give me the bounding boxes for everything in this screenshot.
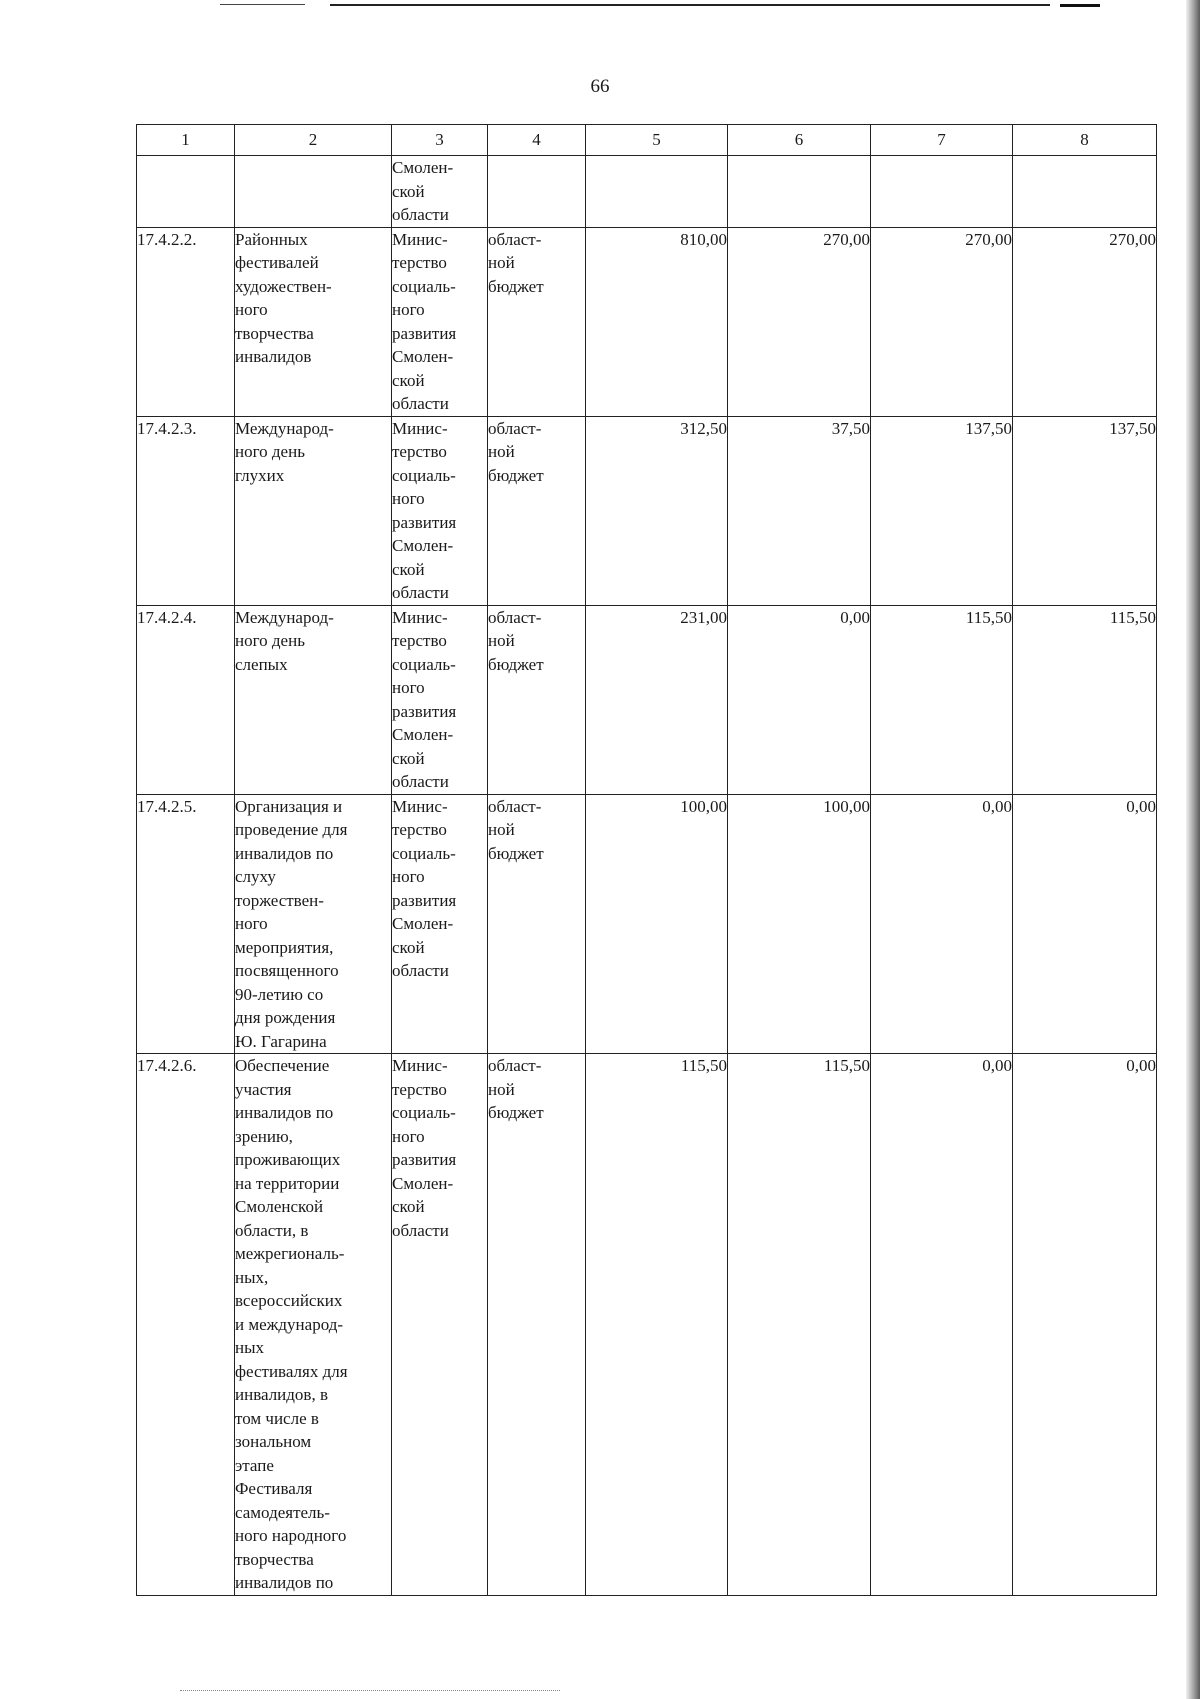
row-number: 17.4.2.5. [137,794,235,1054]
row-value-5: 231,00 [586,605,728,794]
row-source: област- ной бюджет [488,1054,586,1596]
page-number: 66 [590,76,610,97]
row-name: Районных фестивалей художествен- ного творчества инвалидов [235,227,392,416]
column-header: 8 [1013,125,1157,156]
row-source: област- ной бюджет [488,416,586,605]
top-rule [1060,4,1100,7]
row-name: Организация и проведение для инвалидов по слуху торжествен- ного мероприятия, посвященного 90-летию со дня рождения Ю. Гагарина [235,794,392,1054]
column-header: 1 [137,125,235,156]
row-executor: Минис- терство социаль- ного развития Смолен- ской области [392,1054,488,1596]
row-executor: Минис- терство социаль- ного развития Смолен- ской области [392,227,488,416]
row-value-5: 100,00 [586,794,728,1054]
top-rule [220,4,305,5]
row-number: 17.4.2.2. [137,227,235,416]
column-header: 2 [235,125,392,156]
row-source [488,156,586,228]
table-row [137,1054,1157,1596]
row-value-7: 270,00 [871,227,1013,416]
row-value [586,156,728,228]
column-header: 4 [488,125,586,156]
column-header: 6 [728,125,871,156]
row-name: Обеспечение участия инвалидов по зрению, проживающих на территории Смоленской области, в межрегиональ- ных, всероссийских и международ- ных фестивалях для инвалидов, в том числе в зональном этапе Фестиваля самодеятель- ного народного творчества инвалидов по [235,1054,392,1596]
row-executor: Минис- терство социаль- ного развития Смолен- ской области [392,605,488,794]
table-row [137,794,1157,1054]
row-executor: Минис- терство социаль- ного развития Смолен- ской области [392,416,488,605]
row-source: област- ной бюджет [488,605,586,794]
row-value-8: 270,00 [1013,227,1157,416]
row-value [1013,156,1157,228]
table-row [137,605,1157,794]
header-row [137,125,1157,156]
row-value-7: 0,00 [871,1054,1013,1596]
row-value-7: 115,50 [871,605,1013,794]
table-body [137,125,1157,1596]
row-source: област- ной бюджет [488,227,586,416]
row-value-8: 115,50 [1013,605,1157,794]
row-value-5: 810,00 [586,227,728,416]
row-value-8: 137,50 [1013,416,1157,605]
row-number [137,156,235,228]
table-row-continuation [137,156,1157,228]
table-row [137,416,1157,605]
row-number: 17.4.2.6. [137,1054,235,1596]
bottom-rule [180,1690,560,1691]
row-executor: Минис- терство социаль- ного развития Смолен- ской области [392,794,488,1054]
row-number: 17.4.2.3. [137,416,235,605]
row-number: 17.4.2.4. [137,605,235,794]
row-value-6: 100,00 [728,794,871,1054]
scan-edge-shadow [1186,0,1200,1699]
row-value-7: 0,00 [871,794,1013,1054]
row-value-5: 312,50 [586,416,728,605]
row-value [871,156,1013,228]
column-header: 5 [586,125,728,156]
row-value-6: 115,50 [728,1054,871,1596]
budget-table [136,124,1157,1596]
row-value-7: 137,50 [871,416,1013,605]
row-source: област- ной бюджет [488,794,586,1054]
row-value [728,156,871,228]
row-name: Международ- ного день слепых [235,605,392,794]
row-value-6: 37,50 [728,416,871,605]
row-value-5: 115,50 [586,1054,728,1596]
row-value-8: 0,00 [1013,794,1157,1054]
column-header: 7 [871,125,1013,156]
row-value-6: 270,00 [728,227,871,416]
top-rule [330,4,1050,6]
row-name: Международ- ного день глухих [235,416,392,605]
table-row [137,227,1157,416]
row-executor: Смолен- ской области [392,156,488,228]
row-name [235,156,392,228]
row-value-8: 0,00 [1013,1054,1157,1596]
row-value-6: 0,00 [728,605,871,794]
column-header: 3 [392,125,488,156]
